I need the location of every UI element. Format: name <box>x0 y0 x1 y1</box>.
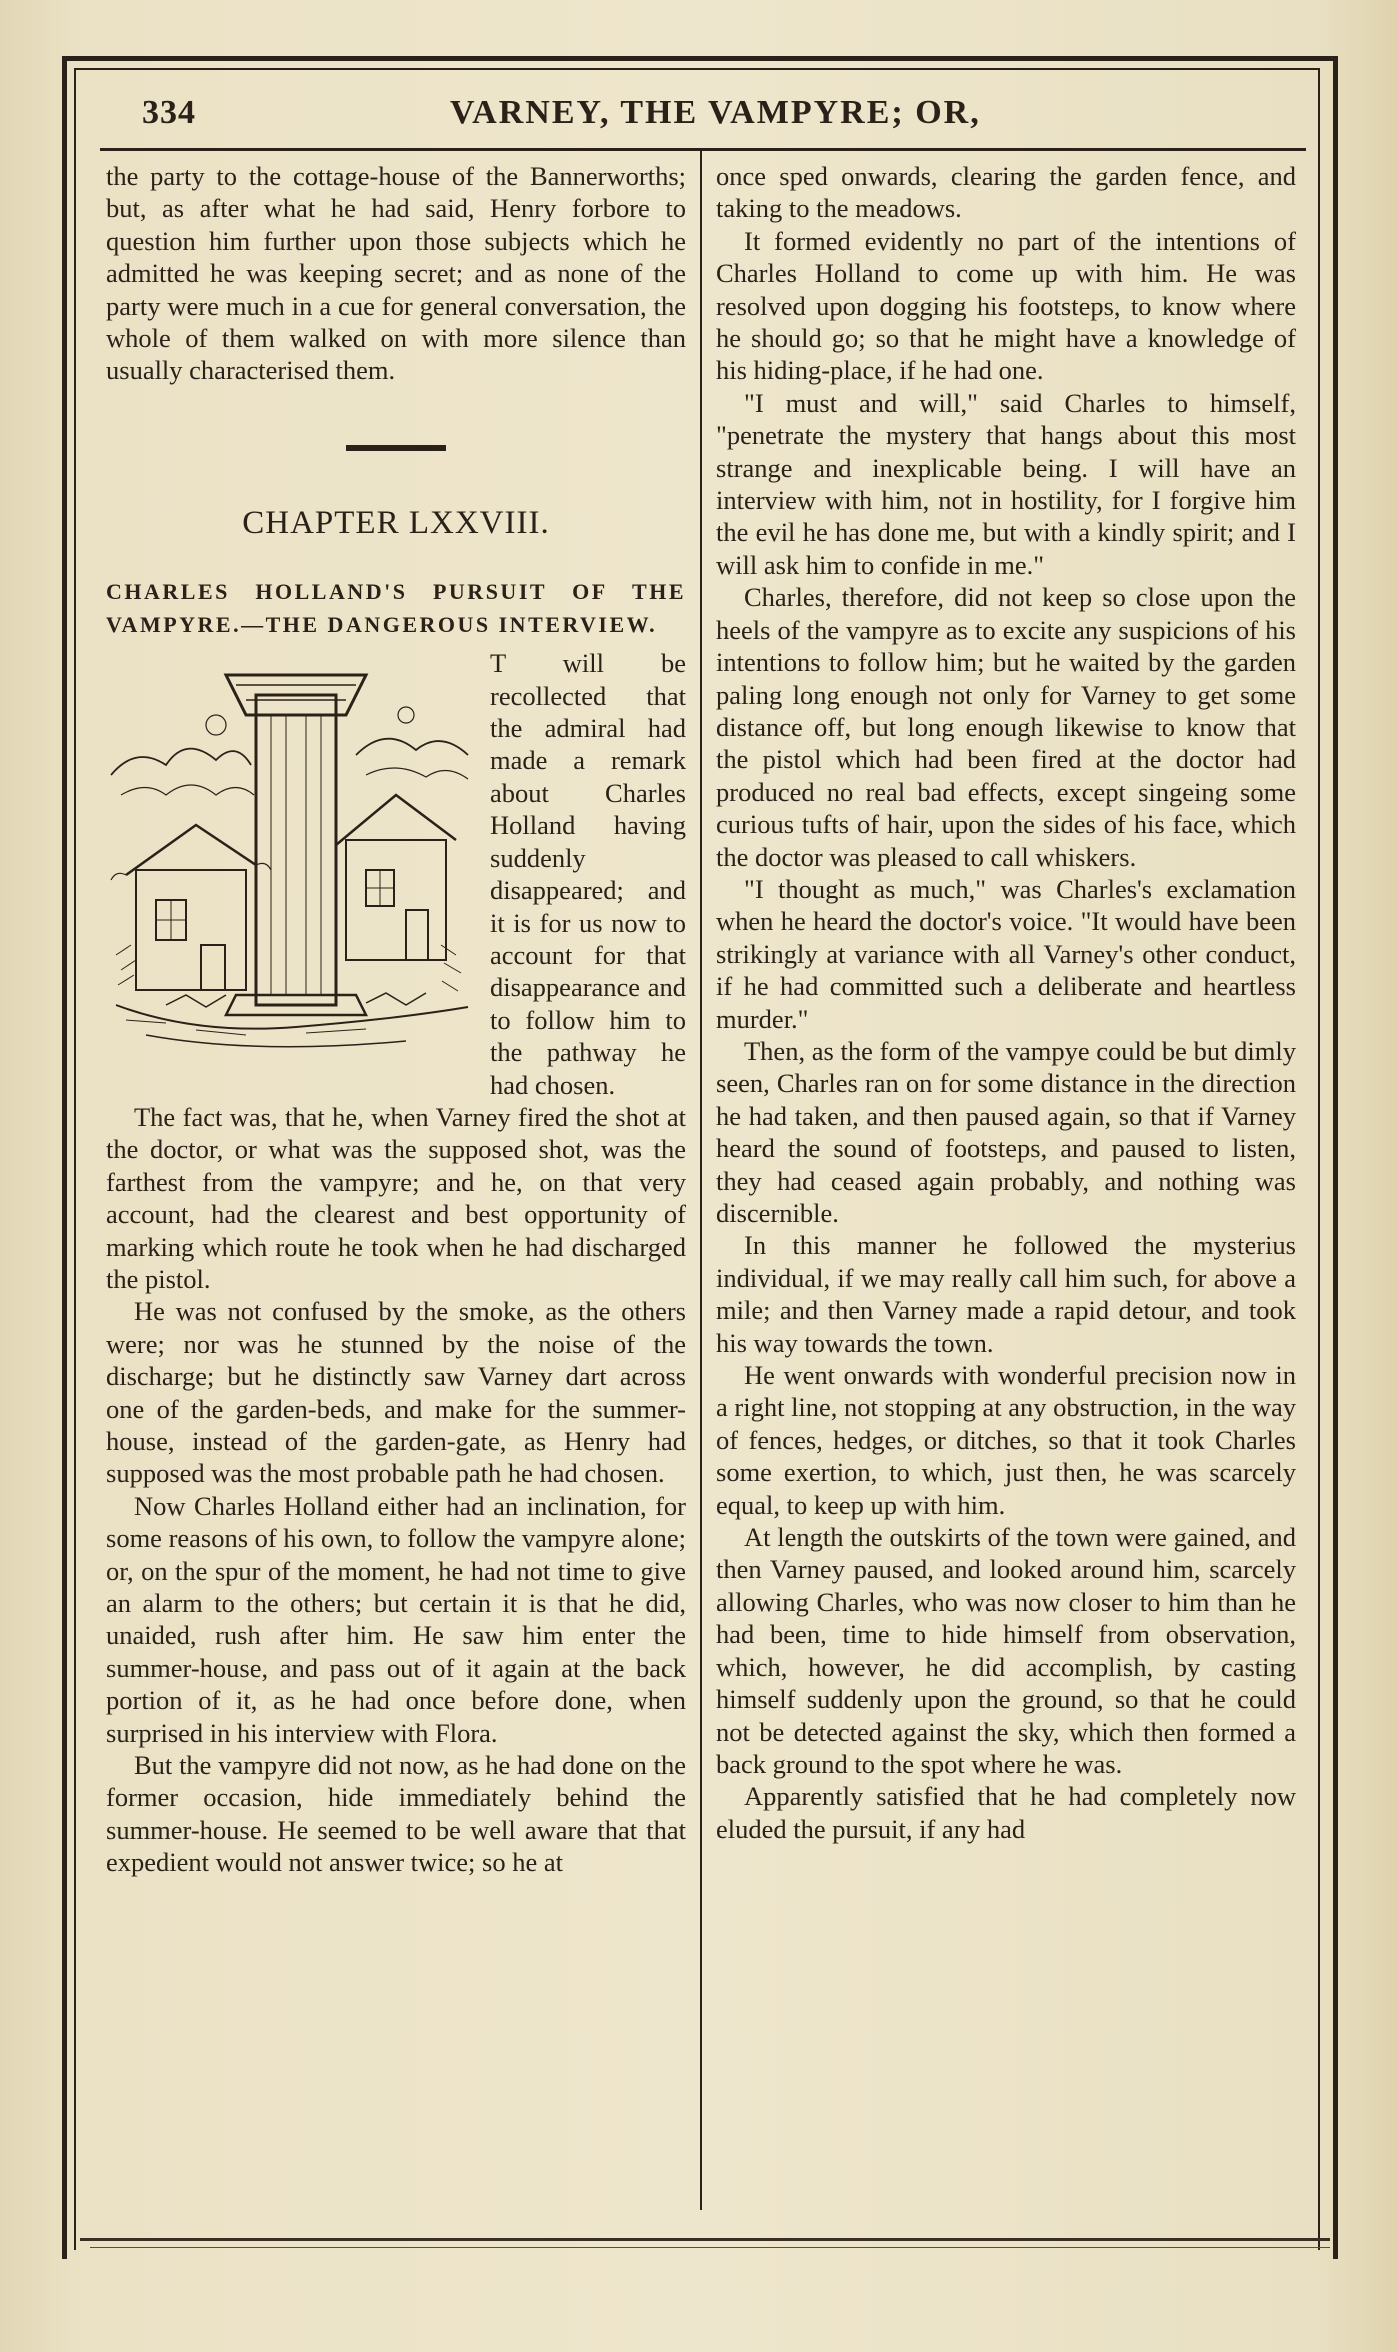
bottom-rule <box>80 2238 1330 2241</box>
paragraph: the party to the cottage-house of the Bannerworths; but, as after what he had said, Henry forbore to question him further upon those subjects which he admitted he was keeping secret; and as none of the party were much in a cue for general conversation, the whole of them walked on with more silence than usually characterised them. <box>106 161 686 386</box>
paragraph: "I must and will," said Charles to himself, "penetrate the mystery that hangs about this most strange and inexplicable being. I will have an interview with him, not in hostility, for I forgive him the evil he has done me, but with a kindly spirit; and I will ask him to confide in me." <box>716 387 1296 580</box>
header-rule <box>100 148 1306 151</box>
drop-cap-illustration <box>106 655 478 1065</box>
paragraph: It formed evidently no part of the intentions of Charles Holland to come up with him. He was resolved upon dogging his footsteps, to know where he should go; so that he might have a knowledge of his hiding-place, if he had one. <box>716 225 1296 386</box>
page-number: 334 <box>142 94 196 131</box>
paragraph: Now Charles Holland either had an inclination, for some reasons of his own, to follow the vampyre alone; or, on the spur of the moment, he had not time to give an alarm to the others; but certain it is that he did, unaided, rush after him. He saw him enter the summer-house, and pass out of it again at the back portion of it, as he had once before done, when surprised in his interview with Flora. <box>106 1490 686 1748</box>
right-column <box>716 160 1296 1845</box>
chapter-subtitle: CHARLES HOLLAND'S PURSUIT OF THE VAMPYRE.—THE DANGEROUS INTERVIEW. <box>106 579 686 638</box>
paragraph: The fact was, that he, when Varney fired the shot at the doctor, or what was the supposed shot, was the farthest from the vampyre; and he, on that very account, had the clearest and best opportunity of marking which route he took when he had discharged the pistol. <box>106 1101 686 1294</box>
paragraph: He went onwards with wonderful precision now in a right line, not stopping at any obstruction, in the way of fences, hedges, or ditches, so that it took Charles some exertion, to which, just then, he was scarcely equal, to keep up with him. <box>716 1360 1296 1520</box>
paragraph: But the vampyre did not now, as he had done on the former occasion, hide immediately behind the summer-house. He seemed to be well aware that that expedient would not answer twice; so he at <box>106 1750 686 1878</box>
section-divider <box>346 445 446 451</box>
chapter-title: CHAPTER LXXVIII. <box>242 504 550 541</box>
paragraph: "I thought as much," was Charles's exclamation when he heard the doctor's voice. "It would have been strikingly at variance with all Varney's other conduct, if he had committed such a deliberate and heartless murder." <box>716 873 1296 1034</box>
bottom-rule-thin <box>90 2247 1330 2248</box>
paragraph: He was not confused by the smoke, as the others were; nor was he stunned by the noise of the discharge; but he distinctly saw Varney dart across one of the garden-beds, and make for the summer-house, instead of the garden-gate, as Henry had supposed was the most probable path he had chosen. <box>106 1296 686 1489</box>
paragraph: Apparently satisfied that he had completely now eluded the pursuit, if any had <box>716 1781 1296 1844</box>
column-divider <box>700 150 702 2210</box>
left-column <box>106 160 686 1879</box>
paragraph: At length the outskirts of the town were gained, and then Varney paused, and looked around him, scarcely allowing Charles, who was now closer to him than he had been, time to hide himself from observation, which, however, he did accomplish, by casting himself suddenly upon the ground, so that he could not be detected against the sky, which then formed a back ground to the spot where he was. <box>716 1522 1296 1779</box>
paragraph: T will be recollected that the admiral had made a remark about Charles Holland having suddenly disappeared; and it is for us now to account for that disappearance and to follow him to the pathway he had chosen. <box>490 648 686 1100</box>
running-title: VARNEY, THE VAMPYRE; OR, <box>450 94 981 131</box>
paragraph: Charles, therefore, did not keep so close upon the heels of the vampyre as to excite any suspicions of his intentions to follow him; but he waited by the garden paling long enough not only for Varney to get some distance off, but long enough likewise to know that the pistol which had been fired at the doctor had produced no real bad effects, except singeing some curious tufts of hair, upon the sides of his face, which the doctor was pleased to call whiskers. <box>716 582 1296 872</box>
paragraph: once sped onwards, clearing the garden fence, and taking to the meadows. <box>716 161 1296 224</box>
running-header <box>100 84 1306 144</box>
paragraph: In this manner he followed the mysterius individual, if we may really call him such, for above a mile; and then Varney made a rapid detour, and took his way towards the town. <box>716 1230 1296 1358</box>
paragraph: Then, as the form of the vampye could be but dimly seen, Charles ran on for some distance in the direction he had taken, and then paused again, so that if Varney heard the sound of footsteps, and paused to listen, they had ceased again probably, and nothing was discernible. <box>716 1035 1296 1228</box>
